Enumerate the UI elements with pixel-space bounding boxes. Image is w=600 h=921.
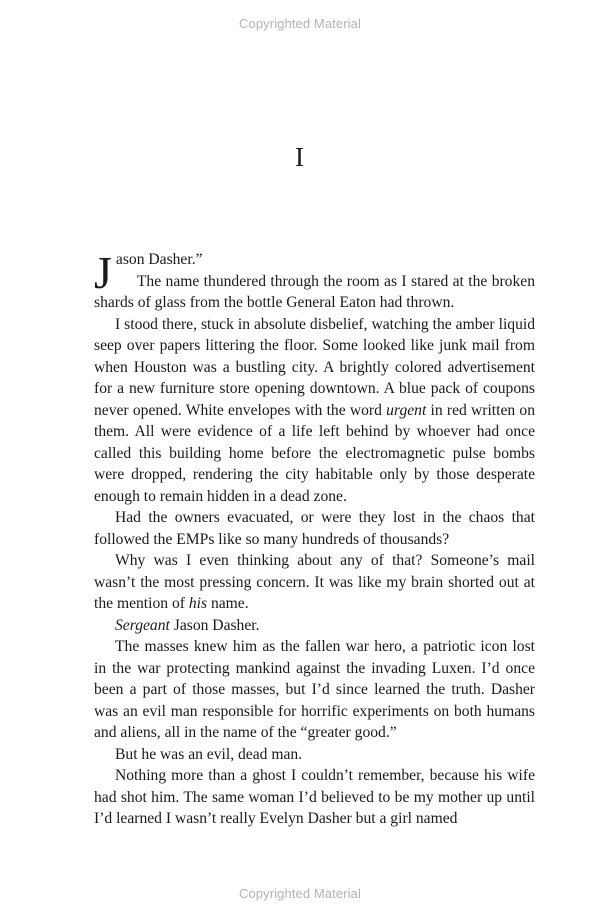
paragraph-3-text-b: word: [349, 401, 387, 419]
paragraph-3: [94, 314, 535, 508]
paragraph-6: [94, 615, 535, 637]
paragraph-8: But he was an evil, dead man.: [115, 745, 303, 763]
paragraph-2: The name thundered through the room as I stared at the broken shards of glass from the bottle General Eaton had thrown.: [94, 272, 535, 311]
paragraph-6-text: Jason Dasher.: [169, 616, 260, 634]
paragraph-3-text-c: in red written on them. All were evidence of a life left behind by whoever had once called this building home before the electromagnetic pulse bombs were dropped, rendering the city habitable only by those desperate enough to remain hidden in a dead zone.: [94, 401, 536, 505]
paragraph-7: The masses knew him as the fallen war hero, a patriotic icon lost in the war protecting mankind against the invading Luxen. I’d once been a part of those masses, but I’d since learned the truth. Dasher was an evil man responsible for horrific experiments on both humans and aliens, all in the name of the “greater good.”: [94, 638, 535, 741]
watermark-top: Copyrighted Material: [239, 16, 361, 31]
paragraph-9: Nothing more than a ghost I couldn’t remember, because his wife had shot him. The same woman I’d believed to be my mother up until I’d learned I wasn’t really Evelyn Dasher but a girl named: [94, 767, 535, 827]
paragraph-5-emphasis: his: [188, 595, 208, 612]
chapter-number: I: [295, 142, 305, 172]
drop-cap: J: [94, 247, 112, 298]
paragraph-3-text-a: I stood there, stuck in absolute disbelief, watching the amber liquid seep over papers littering the floor. Some looked like junk mail from when Houston was a bustling city. A brightly colored advertisement for a new furniture store opening downtown. A blue pack of coupons never opened. White envelopes with the: [94, 315, 535, 419]
watermark-bottom: Copyrighted Material: [239, 886, 361, 901]
body-text: [94, 249, 535, 830]
paragraph-5-text-b: name.: [207, 595, 249, 612]
paragraph-1-text: ason Dasher.”: [115, 251, 203, 268]
paragraph-6-emphasis: Sergeant: [115, 616, 170, 634]
paragraph-5: [94, 550, 535, 615]
paragraph-4: Had the owners evacuated, or were they lost in the chaos that followed the EMPs like so many hundreds of thousands?: [94, 509, 535, 548]
paragraph-3-emphasis: urgent: [386, 401, 427, 419]
paragraph-5-text-a: Why was I even thinking about any of that? Someone’s mail wasn’t the most pressing concern. It was like my brain shorted out at the mention of: [94, 552, 535, 612]
